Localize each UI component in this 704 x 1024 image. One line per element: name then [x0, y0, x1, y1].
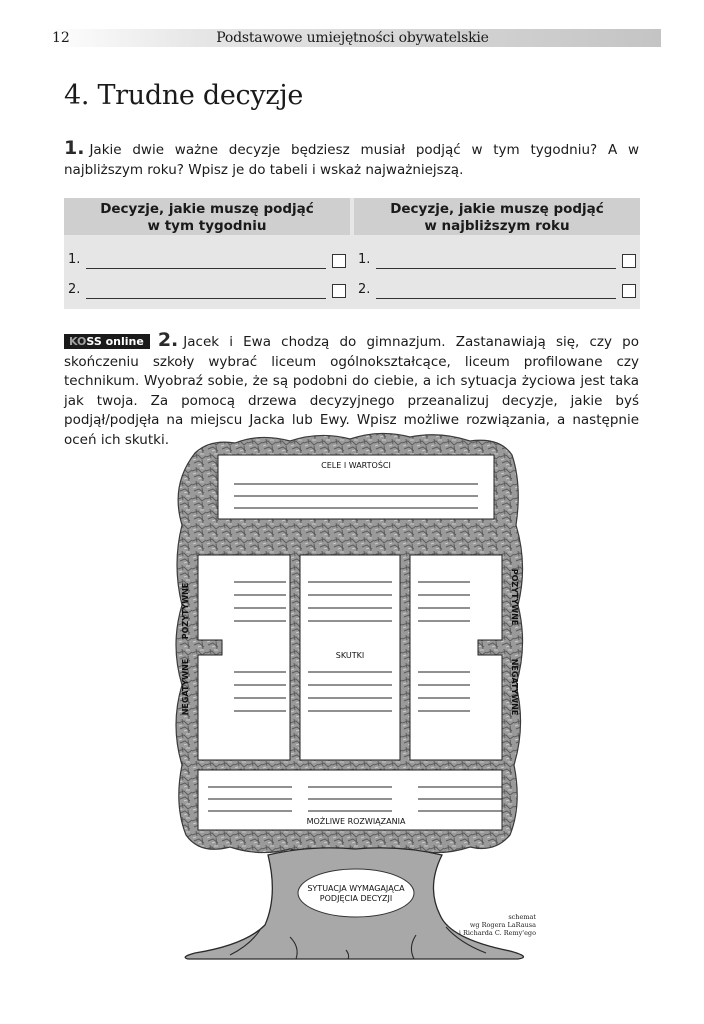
column-header — [64, 198, 350, 235]
answer-line[interactable] — [86, 268, 326, 269]
situation-label-line1: SYTUACJA WYMAGAJĄCA — [307, 884, 405, 893]
task-text: Jakie dwie ważne decyzje będziesz musiał podjąć w tym tygodniu? A w najbliższym roku? Wpisz je do tabeli i wskaż najważniejszą. — [64, 142, 639, 178]
importance-checkbox[interactable] — [332, 284, 346, 298]
situation-bubble — [298, 869, 414, 917]
effects-label: SKUTKI — [335, 651, 365, 660]
importance-checkbox[interactable] — [622, 254, 636, 268]
answer-line[interactable] — [86, 298, 326, 299]
row-number: 2. — [358, 282, 371, 297]
row-number: 2. — [68, 282, 81, 297]
goals-label: CELE I WARTOŚCI — [321, 461, 391, 470]
answer-line[interactable] — [376, 268, 616, 269]
column-header — [354, 198, 640, 235]
importance-checkbox[interactable] — [332, 254, 346, 268]
left-negative-label: NEGATYWNE — [181, 658, 190, 716]
koss-online-badge — [64, 334, 150, 349]
right-positive-label: POZYTYWNE — [510, 568, 519, 626]
answer-row — [68, 252, 346, 272]
answer-row — [358, 282, 636, 302]
left-effects-panel — [198, 555, 290, 760]
header-line: w tym tygodniu — [147, 218, 267, 234]
right-effects-panel — [410, 555, 502, 760]
answer-row — [358, 252, 636, 272]
task-number: 2. — [157, 329, 179, 351]
row-number: 1. — [68, 252, 81, 267]
decisions-table — [64, 198, 640, 309]
credit-line3: i Richarda C. Remy'ego — [458, 929, 536, 937]
credit-line2: wg Rogera LaRausa — [469, 921, 536, 929]
situation-label-line2: PODJĘCIA DECYZJI — [319, 894, 393, 903]
solutions-label: MOŻLIWE ROZWIĄZANIA — [306, 817, 406, 826]
task-text: Jacek i Ewa chodzą do gimnazjum. Zastanawiają się, czy po skończeniu szkoły wybrać liceum ogólnokształcące, liceum profilowane czy technikum. Wyobraź sobie, że są podobni do ciebie, a ich sytuacja życiowa jest taka jak twoja. Za pomocą drzewa decyzyjnego przeanalizuj decyzje, jakie byś podjął/podjęła na miejscu Jacka lub Ewy. Wpisz możliwe rozwiązania, a następnie oceń ich skutki. — [64, 334, 639, 448]
header-line: w najbliższym roku — [424, 218, 570, 234]
book-title: Podstawowe umiejętności obywatelskie — [216, 30, 489, 46]
row-number: 1. — [358, 252, 371, 267]
importance-checkbox[interactable] — [622, 284, 636, 298]
table-column-year — [354, 198, 640, 309]
badge-part: KO — [69, 335, 87, 348]
right-negative-label: NEGATYWNE — [510, 658, 519, 716]
decision-tree-diagram — [150, 425, 550, 965]
badge-part: SS — [86, 335, 102, 348]
header-line: Decyzje, jakie muszę podjąć — [100, 201, 314, 217]
running-header — [44, 29, 661, 47]
task-1 — [64, 139, 639, 180]
table-column-week — [64, 198, 350, 309]
chapter-title: 4. Trudne decyzje — [64, 80, 303, 111]
badge-part: online — [101, 335, 144, 348]
answer-row — [68, 282, 346, 302]
answer-line[interactable] — [376, 298, 616, 299]
credit-line1: schemat — [508, 913, 536, 921]
header-line: Decyzje, jakie muszę podjąć — [390, 201, 604, 217]
page-number: 12 — [52, 30, 70, 46]
task-number: 1. — [64, 137, 85, 159]
left-positive-label: POZYTYWNE — [181, 582, 190, 640]
